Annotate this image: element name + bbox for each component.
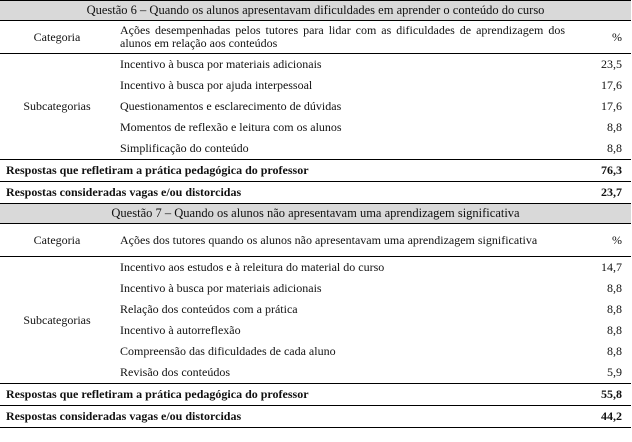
q7-total2-label: Respostas consideradas vagas e/ou distorcidas <box>0 406 571 428</box>
table-row <box>0 54 631 76</box>
row-label: Simplificação do conteúdo <box>114 138 571 160</box>
q6-total2-pct: 23,7 <box>571 182 631 204</box>
row-pct: 8,8 <box>607 302 623 316</box>
q6-subcat-label: Subcategorias <box>0 54 114 160</box>
q7-total1-pct: 55,8 <box>571 384 631 406</box>
q7-vague-row <box>0 406 631 428</box>
row-label: Questionamentos e esclarecimento de dúvidas <box>120 99 342 113</box>
row-label: Revisão dos conteúdos <box>114 362 571 384</box>
row-pct: 5,9 <box>571 362 631 384</box>
row-label: Incentivo à busca por ajuda interpessoal <box>120 78 313 92</box>
row-pct: 23,5 <box>601 57 623 71</box>
q6-col-categoria: Categoria <box>0 21 114 54</box>
row-pct: 8,8 <box>607 323 623 337</box>
row-label: Incentivo à autorreflexão <box>120 323 241 337</box>
q7-col-categoria: Categoria <box>0 224 114 257</box>
row-label: Incentivo aos estudos e à releitura do material do curso <box>120 260 385 274</box>
q7-title: Questão 7 – Quando os alunos não apresentavam uma aprendizagem significativa <box>0 204 631 224</box>
q6-total1-label: Respostas que refletiram a prática pedagógica do professor <box>0 160 571 182</box>
table-row <box>0 257 631 279</box>
q6-total1-pct: 76,3 <box>571 160 631 182</box>
q6-vague-row <box>0 182 631 204</box>
q6-title: Questão 6 – Quando os alunos apresentavam dificuldades em aprender o conteúdo do curso <box>0 1 631 21</box>
row-label: Compreensão das dificuldades de cada aluno <box>120 344 336 358</box>
q7-total2-pct: 44,2 <box>571 406 631 428</box>
q7-col-pct: % <box>571 224 631 257</box>
row-pct: 8,8 <box>607 281 623 295</box>
q6-col-acoes: Ações desempenhadas pelos tutores para lidar com as dificuldades de aprendizagem dos alunos em relação aos conteúdos <box>114 21 571 54</box>
row-pct: 8,8 <box>571 138 631 160</box>
q7-subcat-label: Subcategorias <box>0 257 114 384</box>
q7-total-row <box>0 384 631 406</box>
row-pct: 17,6 <box>601 99 623 113</box>
q6-title-row <box>0 1 631 21</box>
row-label: Incentivo à busca por materiais adicionais <box>120 57 322 71</box>
row-pct: 8,8 <box>607 120 623 134</box>
q7-title-row <box>0 204 631 224</box>
row-label: Momentos de reflexão e leitura com os alunos <box>120 120 342 134</box>
q6-header-row <box>0 21 631 54</box>
row-pct: 8,8 <box>607 344 623 358</box>
q6-total-row <box>0 160 631 182</box>
row-pct: 17,6 <box>601 78 623 92</box>
q6-total2-label: Respostas consideradas vagas e/ou distorcidas <box>0 182 571 204</box>
row-pct: 14,7 <box>601 260 623 274</box>
row-label: Incentivo à busca por materiais adicionais <box>120 281 322 295</box>
q7-total1-label: Respostas que refletiram a prática pedagógica do professor <box>0 384 571 406</box>
q7-col-acoes: Ações dos tutores quando os alunos não apresentavam uma aprendizagem significativa <box>114 224 571 257</box>
q7-header-row <box>0 224 631 257</box>
row-label: Relação dos conteúdos com a prática <box>120 302 298 316</box>
q6-col-pct: % <box>571 21 631 54</box>
